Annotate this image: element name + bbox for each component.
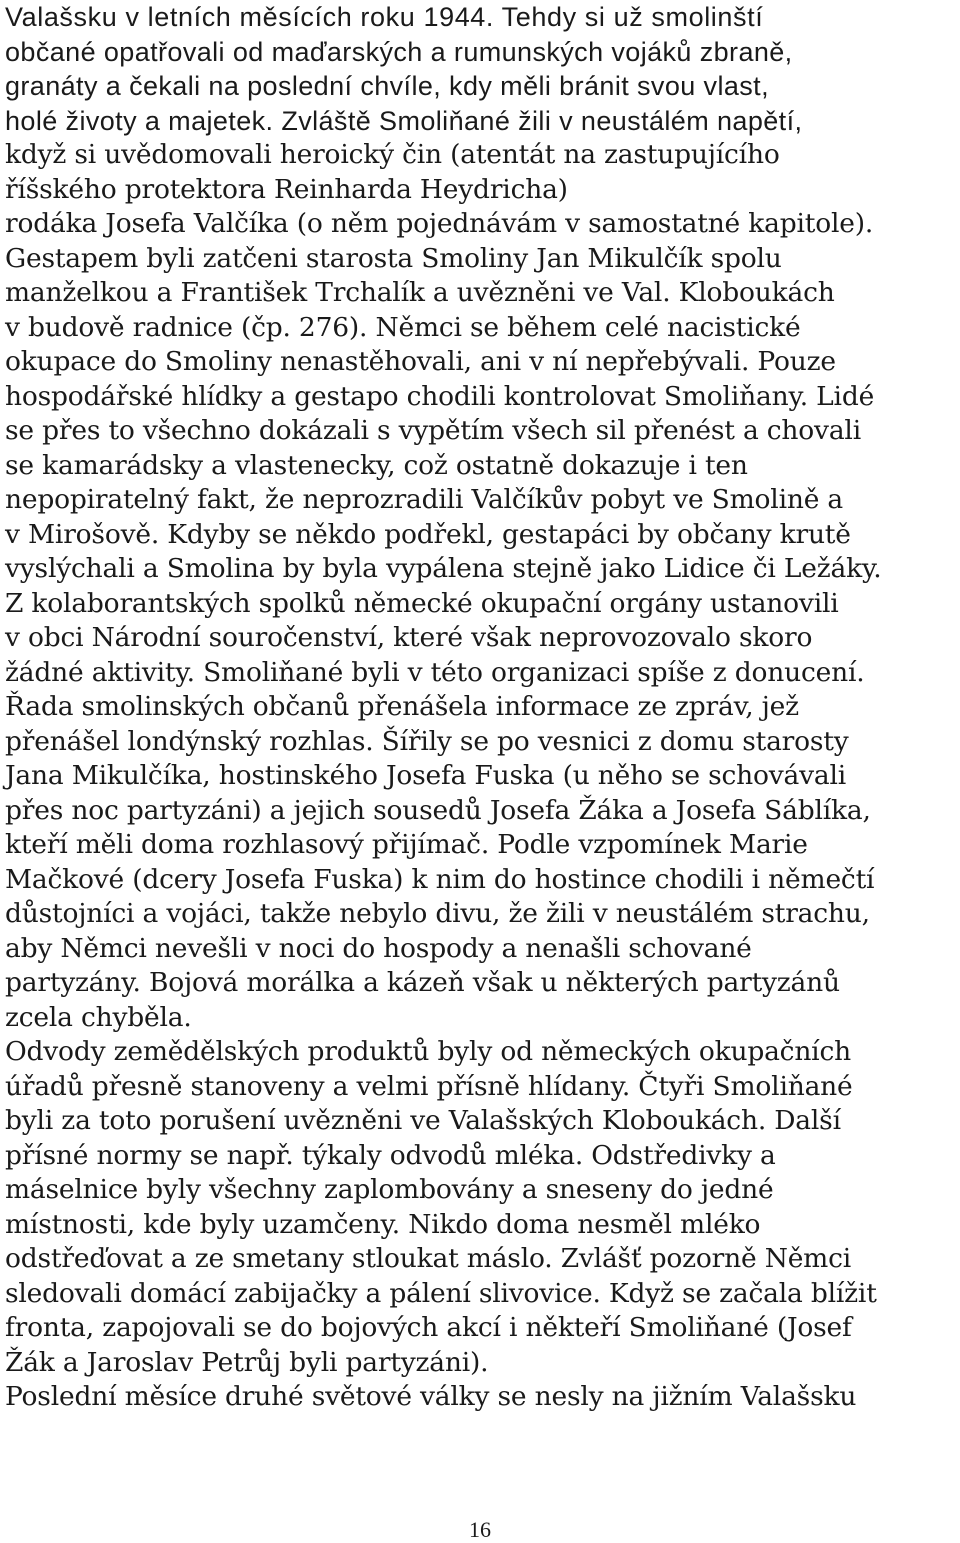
body-text [5, 0, 955, 1415]
text-line: kteří měli doma rozhlasový přijímač. Podle vzpomínek Marie [5, 829, 808, 860]
text-line: důstojníci a vojáci, takže nebylo divu, že žili v neustálém strachu, [5, 898, 870, 929]
text-line: Gestapem byli zatčeni starosta Smoliny Jan Mikulčík spolu [5, 242, 782, 274]
text-line: úřadů přesně stanoveny a velmi přísně hlídany. Čtyři Smoliňané [5, 1070, 853, 1102]
text-line: rodáka Josefa Valčíka (o něm pojednávám v samostatné kapitole). [5, 208, 874, 239]
text-line: žádné aktivity. Smoliňané byli v této organizaci spíše z donucení. [5, 656, 865, 688]
text-line: se přes to všechno dokázali s vypětím všech sil přenést a chovali [5, 415, 861, 446]
text-line: Mačkové (dcery Josefa Fuska) k nim do hostince chodili i němečtí [5, 863, 875, 895]
text-line: hospodářské hlídky a gestapo chodili kontrolovat Smoliňany. Lidé [5, 380, 875, 412]
text-line: Odvody zemědělských produktů byly od německých okupačních [5, 1036, 851, 1067]
text-line: Řada smolinských občanů přenášela informace ze zpráv, jež [5, 691, 799, 722]
text-line: okupace do Smoliny nenastěhovali, ani v ní nepřebývali. Pouze [5, 346, 836, 377]
text-line: nepopiratelný fakt, že neprozradili Valčíkův pobyt ve Smolině a [5, 484, 844, 515]
page-number: 16 [469, 1517, 491, 1542]
text-line: přenášel londýnský rozhlas. Šířily se po vesnici z domu starosty [5, 725, 849, 757]
text-line: Valašsku v letních měsících roku 1944. Tehdy si už smolinští [5, 2, 764, 32]
text-line: fronta, zapojovali se do bojových akcí i někteří Smoliňané (Josef [5, 1312, 852, 1343]
text-line: zcela chyběla. [5, 1001, 192, 1033]
text-line: holé životy a majetek. Zvláště Smoliňané žili v neustálém napětí, [5, 105, 803, 136]
text-line: říšského protektora Reinharda Heydricha) [5, 173, 568, 205]
text-line: vyslýchali a Smolina by byla vypálena stejně jako Lidice či Ležáky. [5, 553, 882, 584]
text-line: Poslední měsíce druhé světové války se nesly na jižním Valašsku [5, 1381, 857, 1412]
text-line: sledovali domácí zabijačky a pálení slivovice. Když se začala blížit [5, 1277, 877, 1309]
text-line: v Mirošově. Kdyby se někdo podřekl, gestapáci by občany krutě [5, 518, 851, 550]
text-line: aby Němci nevešli v noci do hospody a nenašli schované [5, 932, 752, 964]
text-line: místnosti, kde byly uzamčeny. Nikdo doma nesměl mléko [5, 1208, 761, 1240]
text-line: partyzány. Bojová morálka a kázeň však u některých partyzánů [5, 967, 840, 998]
text-line: manželkou a František Trchalík a uvězněni ve Val. Kloboukách [5, 277, 835, 308]
text-line: v budově radnice (čp. 276). Němci se během celé nacistické [5, 311, 801, 343]
text-line: přísné normy se např. týkaly odvodů mléka. Odstředivky a [5, 1139, 776, 1171]
text-line: granáty a čekali na poslední chvíle, kdy měli bránit svou vlast, [5, 71, 769, 101]
text-line: se kamarádsky a vlastenecky, což ostatně dokazuje i ten [5, 449, 748, 481]
text-line: máselnice byly všechny zaplombovány a sneseny do jedné [5, 1174, 774, 1205]
text-line: když si uvědomovali heroický čin (atentát na zastupujícího [5, 139, 780, 170]
text-line: Jana Mikulčíka, hostinského Josefa Fuska (u něho se schovávali [5, 760, 847, 791]
text-line: přes noc partyzáni) a jejich sousedů Josefa Žáka a Josefa Sáblíka, [5, 794, 871, 826]
text-line: Z kolaborantských spolků německé okupační orgány ustanovili [5, 587, 839, 619]
text-line: občané opatřovali od maďarských a rumunských vojáků zbraně, [5, 36, 793, 67]
text-line: v obci Národní souročenství, které však neprovozovalo skoro [5, 622, 813, 653]
text-line: byli za toto porušení uvězněni ve Valašských Kloboukách. Další [5, 1105, 841, 1136]
text-line: Žák a Jaroslav Petrůj byli partyzáni). [5, 1346, 489, 1378]
text-line: odstřeďovat a ze smetany stloukat máslo. Zvlášť pozorně Němci [5, 1243, 852, 1274]
